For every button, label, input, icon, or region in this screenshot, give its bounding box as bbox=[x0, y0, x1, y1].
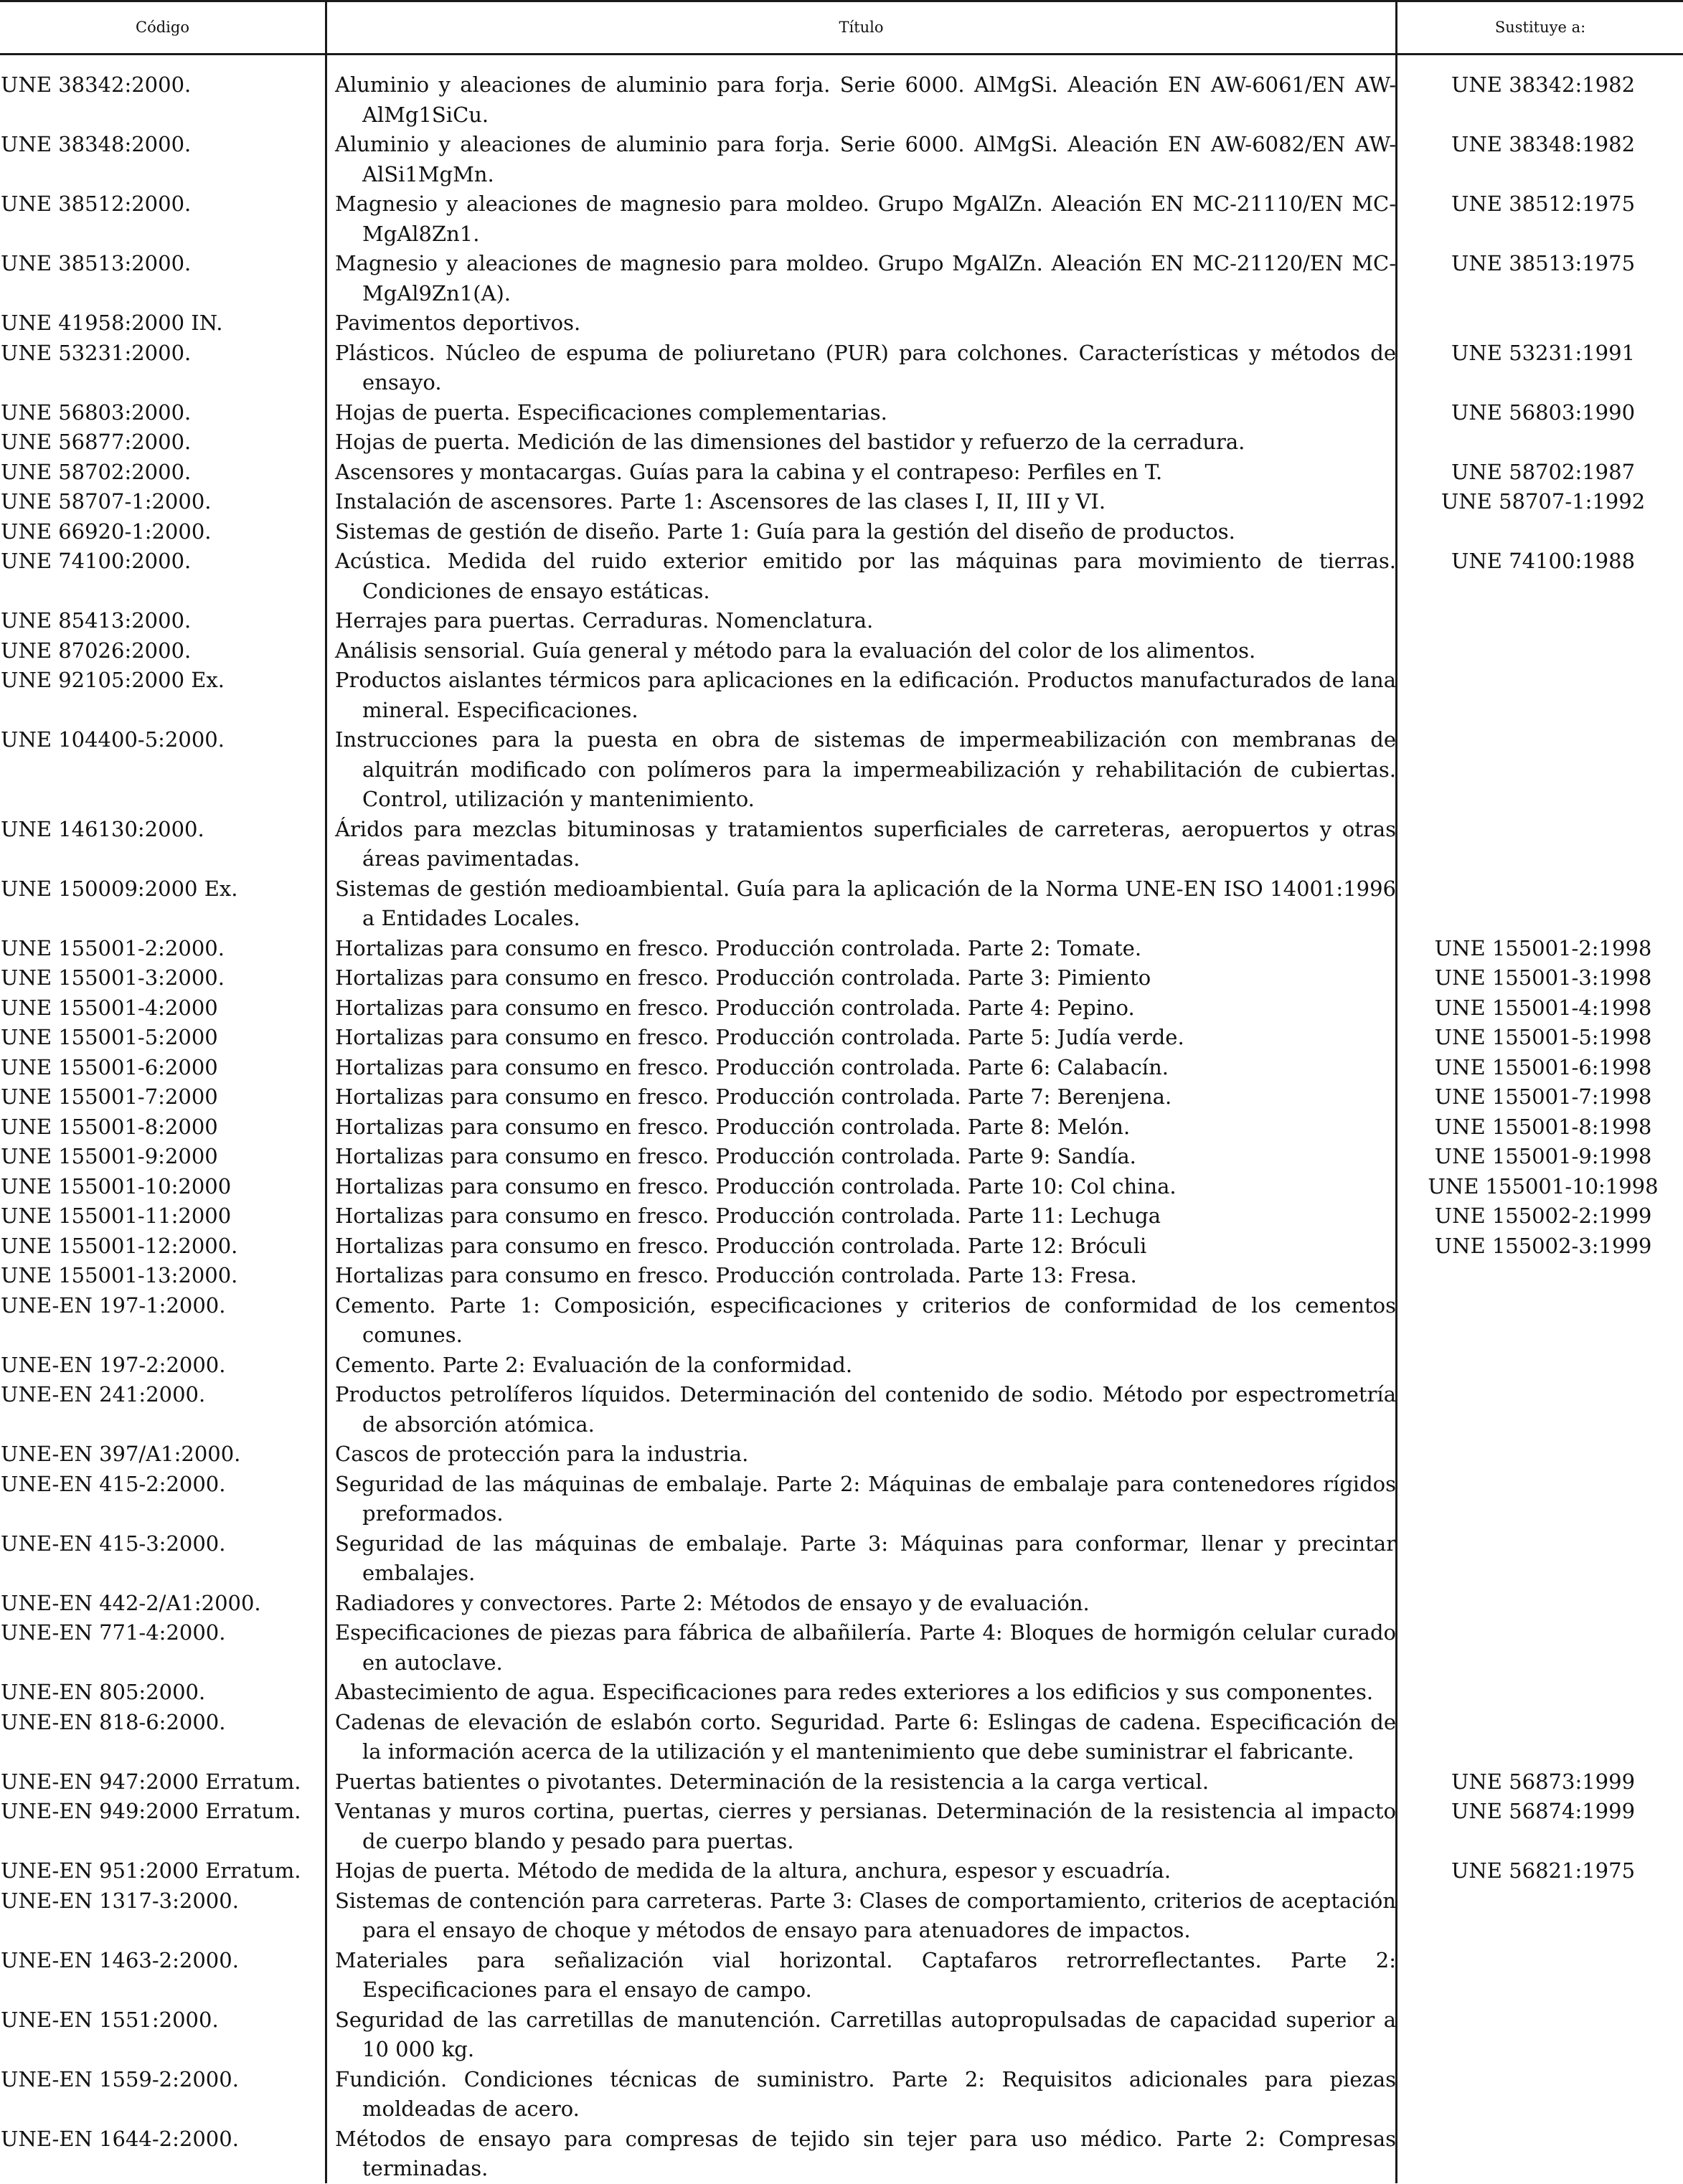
row-title-cell bbox=[335, 70, 1403, 130]
row-title: Abastecimiento de agua. Especificaciones para redes exteriores a los edificios y sus componentes. bbox=[335, 1680, 1374, 1704]
row-replaces: UNE 155002-2:1999 bbox=[1434, 1204, 1652, 1228]
row-replaces: UNE 155001-5:1998 bbox=[1434, 1025, 1652, 1049]
row-title-cell bbox=[335, 130, 1403, 189]
row-title: Sistemas de gestión de diseño. Parte 1: Guía para la gestión del diseño de productos. bbox=[335, 519, 1235, 544]
row-title-cell bbox=[335, 1023, 1403, 1053]
row-title: Hortalizas para consumo en fresco. Producción controlada. Parte 7: Berenjena. bbox=[335, 1084, 1172, 1109]
table-row bbox=[0, 993, 1683, 1024]
row-code: UNE 58702:2000. bbox=[1, 459, 192, 484]
row-title: Productos aislantes térmicos para aplicaciones en la edificación. Productos manufacturados de lana mineral. Especificaciones. bbox=[335, 668, 1396, 722]
row-replaces: UNE 56821:1975 bbox=[1451, 1858, 1636, 1883]
row-title: Hortalizas para consumo en fresco. Producción controlada. Parte 4: Pepino. bbox=[335, 995, 1135, 1020]
row-title-cell bbox=[335, 1589, 1403, 1619]
row-code: UNE 155001-3:2000. bbox=[1, 965, 225, 990]
row-title-cell bbox=[335, 1380, 1403, 1440]
row-replaces: UNE 38513:1975 bbox=[1451, 251, 1636, 275]
table-row bbox=[0, 1618, 1683, 1678]
row-code: UNE 66920-1:2000. bbox=[1, 519, 212, 544]
table-row bbox=[0, 2065, 1683, 2124]
row-replaces: UNE 155001-4:1998 bbox=[1434, 995, 1652, 1020]
row-code: UNE-EN 818-6:2000. bbox=[1, 1709, 226, 1734]
row-title: Cascos de protección para la industria. bbox=[335, 1442, 749, 1466]
row-title-cell bbox=[335, 1856, 1403, 1886]
table-row bbox=[0, 1440, 1683, 1470]
row-code: UNE 155001-11:2000 bbox=[1, 1204, 232, 1228]
header-bottom-rule bbox=[0, 53, 1683, 55]
row-title-cell bbox=[335, 815, 1403, 874]
row-title: Aluminio y aleaciones de aluminio para forja. Serie 6000. AlMgSi. Aleación EN AW-6061/EN AW-AlMg1SiCu. bbox=[335, 72, 1396, 127]
row-code: UNE-EN 1644-2:2000. bbox=[1, 2126, 239, 2151]
row-title-cell bbox=[335, 1082, 1403, 1112]
row-code: UNE-EN 949:2000 Erratum. bbox=[1, 1799, 301, 1823]
row-code: UNE 38513:2000. bbox=[1, 251, 192, 275]
row-code: UNE-EN 771-4:2000. bbox=[1, 1620, 226, 1645]
row-code: UNE 85413:2000. bbox=[1, 608, 192, 633]
row-title-cell bbox=[335, 1201, 1403, 1232]
row-title-cell bbox=[335, 1708, 1403, 1767]
row-title-cell bbox=[335, 874, 1403, 934]
row-title-cell bbox=[335, 1053, 1403, 1083]
row-title-cell bbox=[335, 547, 1403, 606]
row-replaces: UNE 58702:1987 bbox=[1451, 459, 1636, 484]
row-title-cell bbox=[335, 1291, 1403, 1351]
row-title-cell bbox=[335, 249, 1403, 308]
row-code: UNE 155001-8:2000 bbox=[1, 1114, 218, 1139]
table-row bbox=[0, 1082, 1683, 1112]
row-title: Magnesio y aleaciones de magnesio para moldeo. Grupo MgAlZn. Aleación EN MC-21110/EN MC-MgAl8Zn1. bbox=[335, 192, 1396, 246]
row-title-cell bbox=[335, 398, 1403, 428]
row-title: Hojas de puerta. Método de medida de la altura, anchura, espesor y escuadría. bbox=[335, 1858, 1172, 1883]
row-code: UNE 38512:2000. bbox=[1, 192, 192, 216]
row-title: Magnesio y aleaciones de magnesio para moldeo. Grupo MgAlZn. Aleación EN MC-21120/EN MC-MgAl9Zn1(A). bbox=[335, 251, 1396, 306]
row-code: UNE 155001-7:2000 bbox=[1, 1084, 218, 1109]
row-replaces: UNE 155001-2:1998 bbox=[1434, 935, 1652, 960]
row-code: UNE 41958:2000 IN. bbox=[1, 311, 223, 335]
row-title: Puertas batientes o pivotantes. Determinación de la resistencia a la carga vertical. bbox=[335, 1769, 1210, 1794]
row-title: Materiales para señalización vial horizontal. Captafaros retrorreflectantes. Parte 2: Especificaciones para el ensayo de campo. bbox=[335, 1947, 1396, 2002]
row-title: Hojas de puerta. Medición de las dimensiones del bastidor y refuerzo de la cerradura. bbox=[335, 430, 1245, 454]
row-replaces: UNE 38348:1982 bbox=[1451, 132, 1636, 156]
row-title-cell bbox=[335, 517, 1403, 547]
row-title: Métodos de ensayo para compresas de tejido sin tejer para uso médico. Parte 2: Compresas terminadas. bbox=[335, 2126, 1396, 2180]
table-row bbox=[0, 1112, 1683, 1143]
row-code: UNE 104400-5:2000. bbox=[1, 727, 225, 752]
table-row bbox=[0, 725, 1683, 815]
row-title-cell bbox=[335, 189, 1403, 249]
table-row bbox=[0, 1261, 1683, 1291]
row-title: Ventanas y muros cortina, puertas, cierres y persianas. Determinación de la resistencia al impacto de cuerpo blando y pesado para puertas. bbox=[335, 1799, 1396, 1853]
table-row bbox=[0, 517, 1683, 547]
table-row bbox=[0, 130, 1683, 189]
table-row bbox=[0, 1708, 1683, 1767]
table-body bbox=[0, 70, 1683, 2184]
row-title: Análisis sensorial. Guía general y método para la evaluación del color de los alimentos. bbox=[335, 638, 1256, 663]
row-title: Hortalizas para consumo en fresco. Producción controlada. Parte 2: Tomate. bbox=[335, 935, 1142, 960]
row-code: UNE-EN 415-2:2000. bbox=[1, 1471, 226, 1496]
row-code: UNE 155001-5:2000 bbox=[1, 1025, 218, 1049]
row-title: Cadenas de elevación de eslabón corto. Seguridad. Parte 6: Eslingas de cadena. Especificación de la información acerca de la utilización y el mantenimiento que debe suministrar el fabricante. bbox=[335, 1709, 1396, 1764]
table-row bbox=[0, 458, 1683, 488]
row-title-cell bbox=[335, 2124, 1403, 2184]
row-title-cell bbox=[335, 1767, 1403, 1797]
row-title: Instrucciones para la puesta en obra de sistemas de impermeabilización con membranas de alquitrán modificado con polímeros para la impermeabilización y rehabilitación de cubiertas. Control, utilización y mantenimiento. bbox=[335, 727, 1396, 811]
row-code: UNE-EN 241:2000. bbox=[1, 1382, 206, 1407]
row-title-cell bbox=[335, 1261, 1403, 1291]
table-row bbox=[0, 934, 1683, 964]
row-replaces: UNE 38342:1982 bbox=[1451, 72, 1636, 97]
row-title: Herrajes para puertas. Cerraduras. Nomenclatura. bbox=[335, 608, 874, 633]
row-replaces: UNE 74100:1988 bbox=[1451, 549, 1636, 573]
row-title-cell bbox=[335, 963, 1403, 993]
row-title-cell bbox=[335, 308, 1403, 339]
row-code: UNE 56877:2000. bbox=[1, 430, 192, 454]
row-code: UNE-EN 805:2000. bbox=[1, 1680, 206, 1704]
row-code: UNE-EN 1559-2:2000. bbox=[1, 2066, 239, 2091]
row-code: UNE 58707-1:2000. bbox=[1, 489, 212, 514]
row-title: Sistemas de contención para carreteras. Parte 3: Clases de comportamiento, criterios de aceptación para el ensayo de choque y métodos de ensayo para atenuadores de impactos. bbox=[335, 1888, 1396, 1942]
row-title: Cemento. Parte 1: Composición, especificaciones y criterios de conformidad de los cementos comunes. bbox=[335, 1292, 1396, 1347]
table-row bbox=[0, 1886, 1683, 1946]
table-row bbox=[0, 1351, 1683, 1381]
row-title-cell bbox=[335, 1232, 1403, 1262]
row-title: Cemento. Parte 2: Evaluación de la conformidad. bbox=[335, 1352, 853, 1377]
row-replaces: UNE 56803:1990 bbox=[1451, 400, 1636, 425]
table-row bbox=[0, 2005, 1683, 2065]
row-title: Hojas de puerta. Especificaciones complementarias. bbox=[335, 400, 887, 425]
table-row bbox=[0, 606, 1683, 636]
row-title: Hortalizas para consumo en fresco. Producción controlada. Parte 8: Melón. bbox=[335, 1114, 1131, 1139]
table-row bbox=[0, 1946, 1683, 2005]
table-row bbox=[0, 249, 1683, 308]
table-row bbox=[0, 1172, 1683, 1202]
table-row bbox=[0, 398, 1683, 428]
row-title: Hortalizas para consumo en fresco. Producción controlada. Parte 13: Fresa. bbox=[335, 1263, 1137, 1287]
row-title-cell bbox=[335, 934, 1403, 964]
row-title-cell bbox=[335, 1440, 1403, 1470]
table-row bbox=[0, 1470, 1683, 1529]
row-title-cell bbox=[335, 2005, 1403, 2065]
row-code: UNE 155001-6:2000 bbox=[1, 1054, 218, 1079]
row-title: Hortalizas para consumo en fresco. Producción controlada. Parte 6: Calabacín. bbox=[335, 1054, 1169, 1079]
row-code: UNE 155001-4:2000 bbox=[1, 995, 218, 1020]
table-row bbox=[0, 189, 1683, 249]
table-row bbox=[0, 70, 1683, 130]
row-code: UNE 155001-10:2000 bbox=[1, 1173, 232, 1199]
row-replaces: UNE 58707-1:1992 bbox=[1441, 489, 1646, 514]
row-title: Hortalizas para consumo en fresco. Producción controlada. Parte 12: Bróculi bbox=[335, 1233, 1147, 1258]
row-title-cell bbox=[335, 606, 1403, 636]
row-title-cell bbox=[335, 993, 1403, 1024]
row-replaces: UNE 56874:1999 bbox=[1451, 1799, 1636, 1823]
row-title-cell bbox=[335, 666, 1403, 725]
row-title-cell bbox=[335, 1351, 1403, 1381]
table-row bbox=[0, 1529, 1683, 1589]
row-title-cell bbox=[335, 1529, 1403, 1589]
row-code: UNE 155001-13:2000. bbox=[1, 1263, 238, 1287]
table-row bbox=[0, 666, 1683, 725]
table-row bbox=[0, 1201, 1683, 1232]
row-replaces: UNE 155001-10:1998 bbox=[1428, 1173, 1659, 1199]
table-row bbox=[0, 1589, 1683, 1619]
row-title: Seguridad de las máquinas de embalaje. Parte 3: Máquinas para conformar, llenar y precintar embalajes. bbox=[335, 1531, 1396, 1585]
row-title-cell bbox=[335, 1886, 1403, 1946]
table-row bbox=[0, 427, 1683, 458]
table-row bbox=[0, 1380, 1683, 1440]
row-title: Hortalizas para consumo en fresco. Producción controlada. Parte 9: Sandía. bbox=[335, 1144, 1136, 1168]
row-code: UNE 38342:2000. bbox=[1, 72, 192, 97]
row-code: UNE 74100:2000. bbox=[1, 549, 192, 573]
row-title: Aluminio y aleaciones de aluminio para forja. Serie 6000. AlMgSi. Aleación EN AW-6082/EN AW-AlSi1MgMn. bbox=[335, 132, 1396, 186]
row-replaces: UNE 38512:1975 bbox=[1451, 192, 1636, 216]
row-title: Instalación de ascensores. Parte 1: Ascensores de las clases I, II, III y VI. bbox=[335, 489, 1106, 514]
row-title: Áridos para mezclas bituminosas y tratamientos superficiales de carreteras, aeropuertos y otras áreas pavimentadas. bbox=[335, 816, 1396, 871]
row-replaces: UNE 155001-3:1998 bbox=[1434, 965, 1652, 990]
table-row bbox=[0, 963, 1683, 993]
row-title: Plásticos. Núcleo de espuma de poliuretano (PUR) para colchones. Características y métodos de ensayo. bbox=[335, 340, 1396, 394]
row-title-cell bbox=[335, 1112, 1403, 1143]
table-row bbox=[0, 815, 1683, 874]
row-title: Fundición. Condiciones técnicas de suministro. Parte 2: Requisitos adicionales para piezas moldeadas de acero. bbox=[335, 2066, 1396, 2121]
row-code: UNE 38348:2000. bbox=[1, 132, 192, 156]
table-row bbox=[0, 1023, 1683, 1053]
table-row bbox=[0, 339, 1683, 398]
row-title: Hortalizas para consumo en fresco. Producción controlada. Parte 10: Col china. bbox=[335, 1173, 1177, 1199]
table-row bbox=[0, 547, 1683, 606]
row-code: UNE 155001-12:2000. bbox=[1, 1233, 238, 1258]
row-replaces: UNE 155001-6:1998 bbox=[1434, 1054, 1652, 1079]
row-code: UNE 53231:2000. bbox=[1, 340, 192, 365]
table-row bbox=[0, 874, 1683, 934]
table-row bbox=[0, 1856, 1683, 1886]
table-row bbox=[0, 1678, 1683, 1708]
table-row bbox=[0, 1291, 1683, 1351]
row-title-cell bbox=[335, 458, 1403, 488]
row-code: UNE 155001-2:2000. bbox=[1, 935, 225, 960]
header-replaces: Sustituye a: bbox=[1494, 19, 1586, 36]
row-title: Hortalizas para consumo en fresco. Producción controlada. Parte 3: Pimiento bbox=[335, 965, 1151, 990]
table-row bbox=[0, 1797, 1683, 1856]
row-code: UNE-EN 197-1:2000. bbox=[1, 1292, 226, 1318]
row-title: Seguridad de las carretillas de manutención. Carretillas autopropulsadas de capacidad superior a 10 000 kg. bbox=[335, 2007, 1396, 2061]
row-title-cell bbox=[335, 1678, 1403, 1708]
row-code: UNE 92105:2000 Ex. bbox=[1, 668, 225, 692]
row-code: UNE 87026:2000. bbox=[1, 638, 192, 663]
row-code: UNE-EN 1317-3:2000. bbox=[1, 1888, 239, 1913]
row-code: UNE-EN 1551:2000. bbox=[1, 2007, 219, 2032]
row-title-cell bbox=[335, 487, 1403, 517]
row-code: UNE-EN 947:2000 Erratum. bbox=[1, 1769, 301, 1794]
table-row bbox=[0, 487, 1683, 517]
row-replaces: UNE 155001-9:1998 bbox=[1434, 1144, 1652, 1168]
row-title-cell bbox=[335, 1172, 1403, 1202]
row-replaces: UNE 56873:1999 bbox=[1451, 1769, 1636, 1794]
row-title: Hortalizas para consumo en fresco. Producción controlada. Parte 11: Lechuga bbox=[335, 1204, 1161, 1228]
row-title: Seguridad de las máquinas de embalaje. Parte 2: Máquinas de embalaje para contenedores rígidos preformados. bbox=[335, 1471, 1396, 1526]
row-code: UNE 150009:2000 Ex. bbox=[1, 876, 238, 901]
row-title-cell bbox=[335, 427, 1403, 458]
row-code: UNE-EN 415-3:2000. bbox=[1, 1531, 226, 1556]
row-title: Radiadores y convectores. Parte 2: Métodos de ensayo y de evaluación. bbox=[335, 1590, 1090, 1615]
row-replaces: UNE 155001-8:1998 bbox=[1434, 1114, 1652, 1139]
row-title-cell bbox=[335, 1946, 1403, 2005]
header-code: Código bbox=[136, 19, 189, 36]
row-title-cell bbox=[335, 1797, 1403, 1856]
table-row bbox=[0, 2124, 1683, 2184]
row-title: Hortalizas para consumo en fresco. Producción controlada. Parte 5: Judía verde. bbox=[335, 1025, 1184, 1049]
table-header bbox=[0, 2, 1683, 53]
row-title: Sistemas de gestión medioambiental. Guía para la aplicación de la Norma UNE-EN ISO 14001:1996 a Entidades Locales. bbox=[335, 876, 1396, 930]
row-title-cell bbox=[335, 725, 1403, 815]
table-row bbox=[0, 1232, 1683, 1262]
row-title: Ascensores y montacargas. Guías para la cabina y el contrapeso: Perfiles en T. bbox=[335, 459, 1163, 484]
row-title-cell bbox=[335, 1470, 1403, 1529]
row-code: UNE 155001-9:2000 bbox=[1, 1144, 218, 1168]
row-title: Especificaciones de piezas para fábrica de albañilería. Parte 4: Bloques de hormigón celular curado en autoclave. bbox=[335, 1620, 1396, 1675]
table-row bbox=[0, 1767, 1683, 1797]
row-replaces: UNE 155002-3:1999 bbox=[1434, 1233, 1652, 1258]
table-row bbox=[0, 636, 1683, 666]
row-code: UNE-EN 951:2000 Erratum. bbox=[1, 1858, 301, 1883]
row-title-cell bbox=[335, 339, 1403, 398]
row-code: UNE-EN 197-2:2000. bbox=[1, 1352, 226, 1377]
row-title-cell bbox=[335, 636, 1403, 666]
header-title: Título bbox=[839, 19, 884, 36]
row-code: UNE-EN 442-2/A1:2000. bbox=[1, 1590, 261, 1615]
row-title-cell bbox=[335, 1142, 1403, 1172]
row-title: Productos petrolíferos líquidos. Determinación del contenido de sodio. Método por espectrometría de absorción atómica. bbox=[335, 1382, 1396, 1437]
table-row bbox=[0, 1142, 1683, 1172]
row-title-cell bbox=[335, 2065, 1403, 2124]
row-title: Acústica. Medida del ruido exterior emitido por las máquinas para movimiento de tierras. Condiciones de ensayo estáticas. bbox=[335, 549, 1396, 603]
row-replaces: UNE 155001-7:1998 bbox=[1434, 1084, 1652, 1109]
table-row bbox=[0, 308, 1683, 339]
row-code: UNE-EN 1463-2:2000. bbox=[1, 1947, 239, 1972]
row-replaces: UNE 53231:1991 bbox=[1451, 340, 1636, 365]
table-row bbox=[0, 1053, 1683, 1083]
row-title-cell bbox=[335, 1618, 1403, 1678]
row-title: Pavimentos deportivos. bbox=[335, 311, 581, 335]
row-code: UNE 56803:2000. bbox=[1, 400, 192, 425]
row-code: UNE 146130:2000. bbox=[1, 816, 204, 841]
row-code: UNE-EN 397/A1:2000. bbox=[1, 1442, 241, 1466]
